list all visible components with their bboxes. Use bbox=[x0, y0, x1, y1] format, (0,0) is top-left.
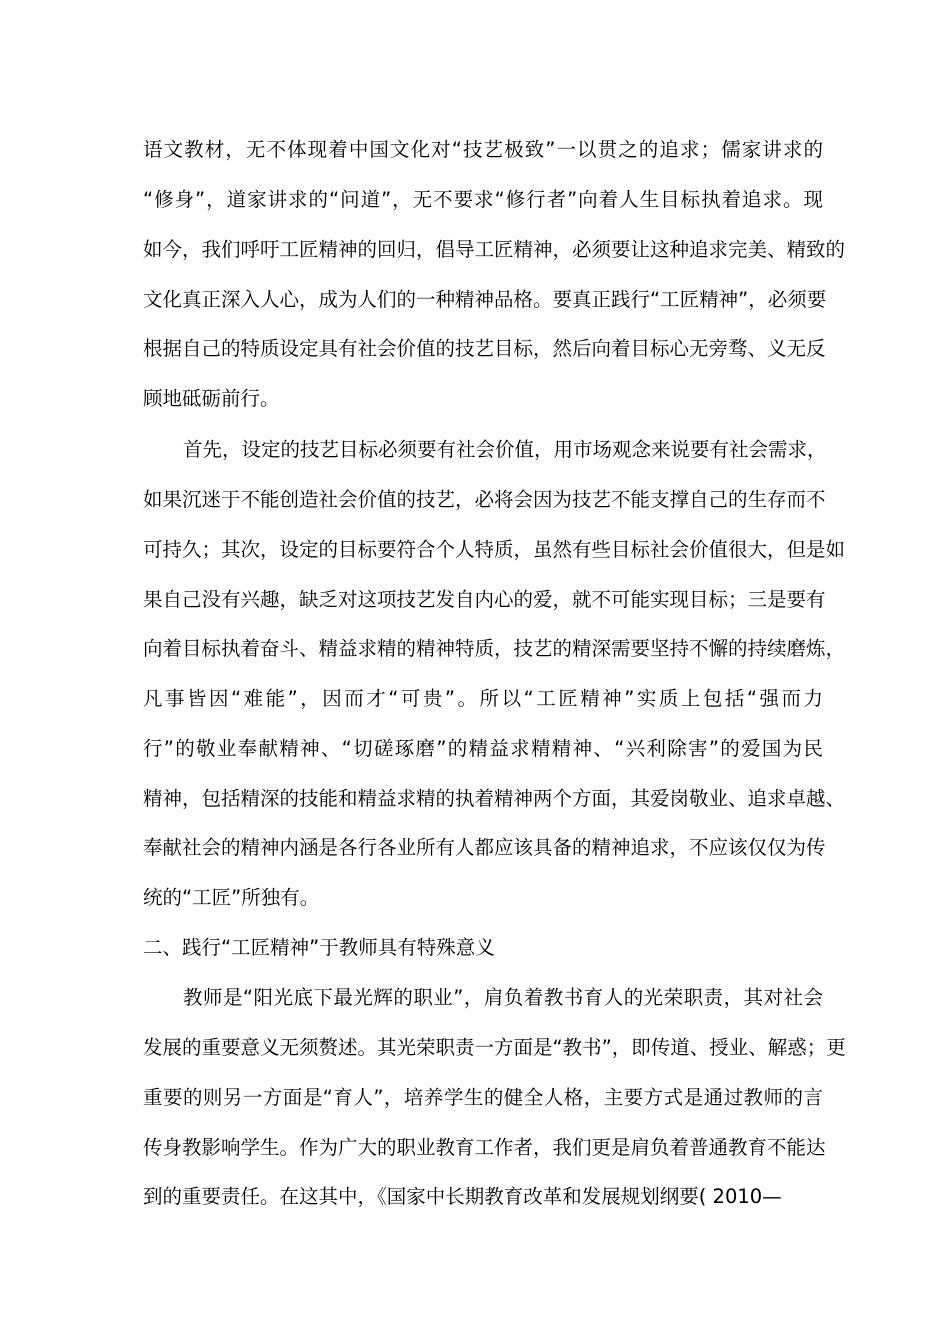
text-line: 传身教影响学生。作为广大的职业教育工作者，我们更是肩负着普通教育不能达 bbox=[143, 1136, 826, 1159]
text-line: 向着目标执着奋斗、精益求精的精神特质，技艺的精深需要坚持不懈的持续磨炼， bbox=[143, 637, 846, 660]
text-line: 语文教材，无不体现着中国文化对“技艺极致”一以贯之的追求；儒家讲求的 bbox=[143, 138, 823, 161]
text-line: 可持久；其次，设定的目标要符合个人特质，虽然有些目标社会价值很大，但是如 bbox=[143, 538, 846, 561]
text-line: 如今，我们呼吁工匠精神的回归，倡导工匠精神，必须要让这种追求完美、精致的 bbox=[143, 238, 846, 261]
text-line: 果自己没有兴趣，缺乏对这项技艺发自内心的爱，就不可能实现目标；三是要有 bbox=[143, 588, 826, 611]
text-line: 奉献社会的精神内涵是各行各业所有人都应该具备的精神追求，不应该仅仅为传 bbox=[143, 836, 826, 859]
text-line: 行”的敬业奉献精神、“切磋琢磨”的精益求精精神、“兴利除害”的爱国为民 bbox=[143, 737, 823, 760]
text-line: 凡事皆因“难能”，因而才“可贵”。所以“工匠精神”实质上包括“强而力 bbox=[143, 687, 823, 710]
text-line: 统的“工匠”所独有。 bbox=[143, 886, 320, 909]
text-line: 教师是“阳光底下最光辉的职业”，肩负着教书育人的光荣职责，其对社会 bbox=[183, 986, 823, 1009]
text-line: 顾地砥砺前行。 bbox=[143, 387, 280, 410]
section-heading: 二、践行“工匠精神”于教师具有特殊意义 bbox=[143, 936, 495, 959]
text-line: 如果沉迷于不能创造社会价值的技艺，必将会因为技艺不能支撑自己的生存而不 bbox=[143, 488, 826, 511]
text-line: 重要的则另一方面是“育人”，培养学生的健全人格，主要方式是通过教师的言 bbox=[143, 1086, 823, 1109]
text-line: 到的重要责任。在这其中，《国家中长期教育改革和发展规划纲要( 2010— bbox=[143, 1185, 782, 1208]
text-line: 文化真正深入人心，成为人们的一种精神品格。要真正践行“工匠精神”，必须要 bbox=[143, 288, 827, 311]
text-line: 精神，包括精深的技能和精益求精的执着精神两个方面，其爱岗敬业、追求卓越、 bbox=[143, 787, 846, 810]
text-line: 首先，设定的技艺目标必须要有社会价值，用市场观念来说要有社会需求， bbox=[183, 438, 827, 461]
text-line: “修身”，道家讲求的“问道”，无不要求“修行者”向着人生目标执着追求。现 bbox=[143, 188, 823, 211]
text-line: 发展的重要意义无须赘述。其光荣职责一方面是“教书”，即传道、授业、解惑；更 bbox=[143, 1036, 846, 1059]
text-line: 根据自己的特质设定具有社会价值的技艺目标，然后向着目标心无旁骛、义无反 bbox=[143, 337, 826, 360]
